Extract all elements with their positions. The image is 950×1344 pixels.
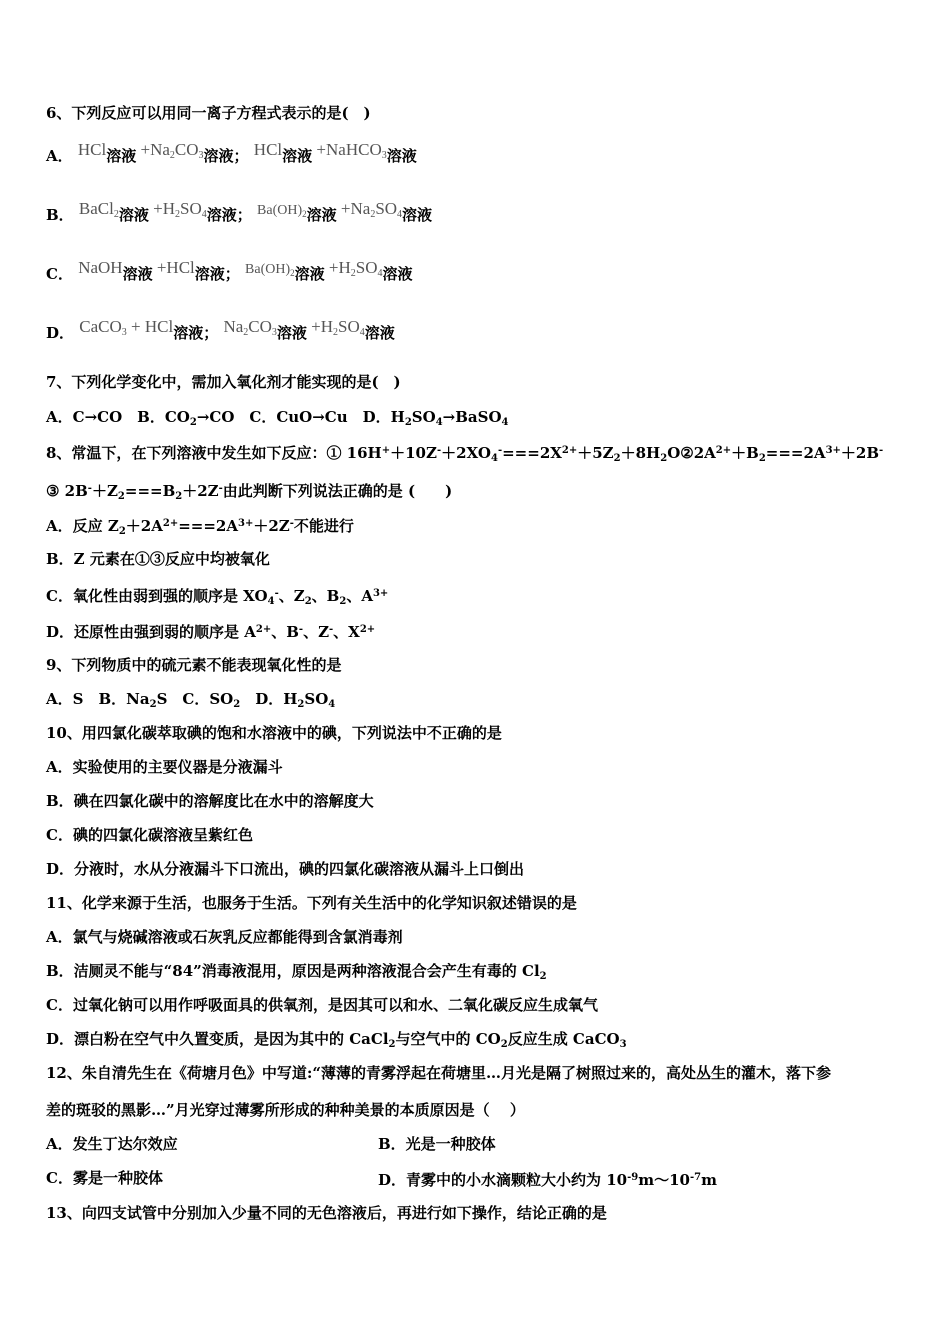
- option-label: A．: [46, 147, 73, 165]
- q11-option-d: D．漂白粉在空气中久置变质，是因为其中的 CaCl$_2$与空气中的 $CO_2$反应生成 CaCO$_3$: [46, 1030, 627, 1050]
- q7-stem: 7、下列化学变化中，需加入氧化剂才能实现的是( ): [46, 373, 401, 391]
- q12-option-d: D．青雾中的小水滴颗粒大小约为 $10^{-9}m\sim 10^{-7}m$: [378, 1171, 717, 1189]
- q8-option-a: A．反应 $Z_2+2A^{2+}===2A^{3+}+2Z^-$不能进行: [46, 517, 354, 537]
- q9-options: A．S B．$Na_2S$ C．$SO_2$ D．$H_2SO_4$: [46, 690, 336, 710]
- q8-option-c: C．氧化性由弱到强的顺序是 $XO_4^-$、$Z_2$、$B_2$、$A^{3+}$: [46, 587, 389, 607]
- q11-option-b: B．洁厕灵不能与“84”消毒液混用，原因是两种溶液混合会产生有毒的 $Cl_2$: [46, 962, 547, 982]
- q6-option-d: D． CaCO$_3$ + HCl溶液； $Na_2CO_3$溶液 $+H_2SO_4$溶液: [46, 317, 395, 342]
- q6-option-c: C． NaOH溶液 +HCl溶液； $Ba(OH)_2$溶液 $+H_2SO_4$溶液: [46, 258, 413, 283]
- q13-stem: 13、向四支试管中分别加入少量不同的无色溶液后，再进行如下操作，结论正确的是: [46, 1204, 607, 1222]
- q8-stem-line1: 8、常温下，在下列溶液中发生如下反应：① $16H^++10Z^-+2XO_4^-===2X^{2+}+5Z_2+8H_2O②2A^{2+}+B_2===2A^{3+}+2B^-$: [46, 444, 884, 464]
- q11-stem: 11、化学来源于生活，也服务于生活。下列有关生活中的化学知识叙述错误的是: [46, 894, 577, 912]
- q10-stem: 10、用四氯化碳萃取碘的饱和水溶液中的碘，下列说法中不正确的是: [46, 724, 502, 742]
- q12-option-b: B．光是一种胶体: [378, 1135, 496, 1153]
- q12-option-c: C．雾是一种胶体: [46, 1169, 163, 1187]
- q6-option-a: A． HCl溶液 $+Na_2CO_3$溶液； HCl溶液 +NaHCO$_3$溶液: [46, 140, 417, 165]
- q8-stem-line2: ③ $2B^-+Z_2===B_2+2Z^-$由此判断下列说法正确的是 ( ): [46, 482, 453, 502]
- option-label: C．: [46, 265, 73, 283]
- q8-option-b: B．Z 元素在①③反应中均被氧化: [46, 550, 270, 568]
- q10-option-d: D．分液时，水从分液漏斗下口流出，碘的四氯化碳溶液从漏斗上口倒出: [46, 860, 525, 878]
- q11-option-c: C．过氧化钠可以用作呼吸面具的供氧剂，是因其可以和水、二氧化碳反应生成氧气: [46, 996, 598, 1014]
- q8-option-d: D．还原性由强到弱的顺序是 $A^{2+}$、B-、Z-、$X^{2+}$: [46, 623, 376, 641]
- option-label: B．: [46, 206, 74, 224]
- option-label: D．: [46, 324, 75, 342]
- q12-stem-line2: 差的斑驳的黑影…”月光穿过薄雾所形成的种种美景的本质原因是（ ）: [46, 1101, 525, 1119]
- q10-option-b: B．碘在四氯化碳中的溶解度比在水中的溶解度大: [46, 792, 374, 810]
- q9-stem: 9、下列物质中的硫元素不能表现氧化性的是: [46, 656, 342, 674]
- q11-option-a: A．氯气与烧碱溶液或石灰乳反应都能得到含氯消毒剂: [46, 928, 403, 946]
- q12-stem-line1: 12、朱自清先生在《荷塘月色》中写道:“薄薄的青雾浮起在荷塘里…月光是隔了树照过来的，高处丛生的灌木，落下参: [46, 1064, 832, 1082]
- q10-option-c: C．碘的四氯化碳溶液呈紫红色: [46, 826, 253, 844]
- q6-option-b: B． BaCl$_2$溶液 $+H_2SO_4$溶液； $Ba(OH)_2$溶液 $+Na_2SO_4$溶液: [46, 199, 433, 224]
- q12-option-a: A．发生丁达尔效应: [46, 1135, 178, 1153]
- q7-options: A．C→CO B．$CO_2\to CO$ C．CuO→Cu D．$H_2SO_4\to BaSO_4$: [46, 408, 509, 428]
- formula: HCl: [77, 140, 107, 159]
- q10-option-a: A．实验使用的主要仪器是分液漏斗: [46, 758, 283, 776]
- q6-stem: 6、下列反应可以用同一离子方程式表示的是( ): [46, 104, 371, 122]
